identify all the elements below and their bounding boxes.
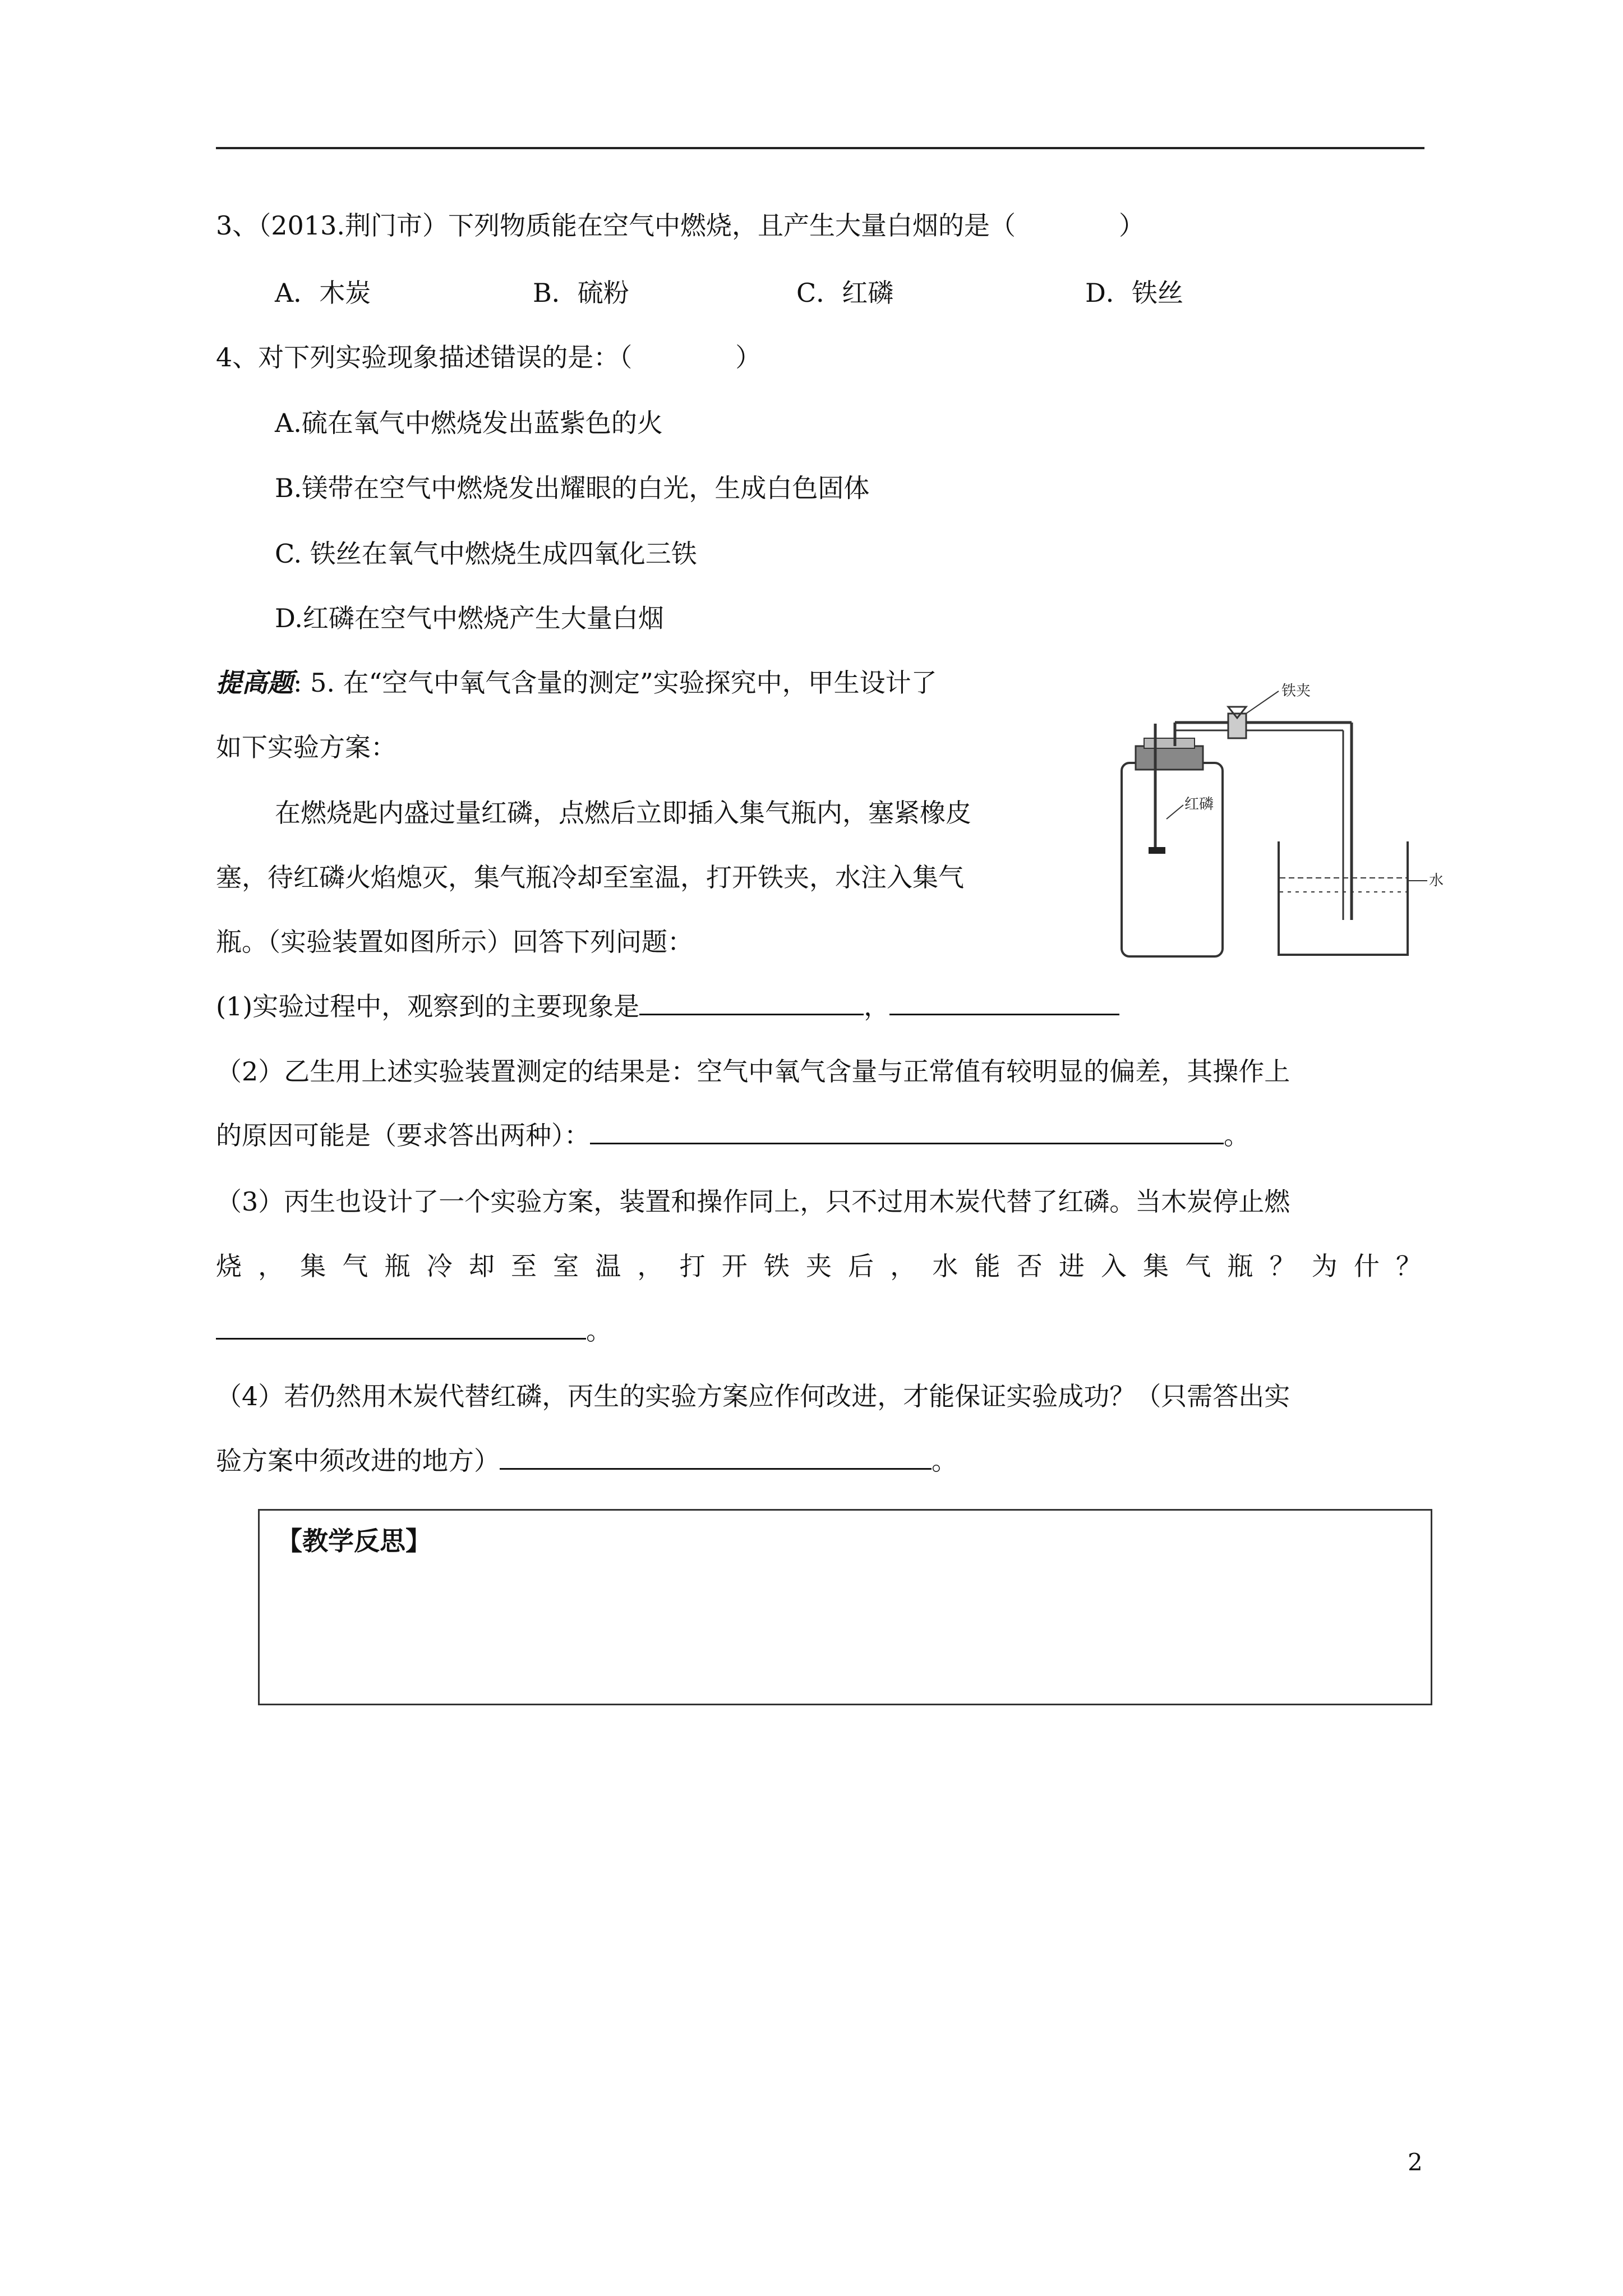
q5-sub3-line3 (216, 1313, 612, 1349)
q3-option-a: A．木炭 (275, 278, 371, 308)
q5-sub3-line2: 烧，集气瓶冷却至室温，打开铁夹后，水能否进入集气瓶？为什？ (216, 1251, 1422, 1281)
gas-collecting-bottle (1122, 763, 1223, 956)
q5-sub3-line1: （3）丙生也设计了一个实验方案，装置和操作同上，只不过用木炭代替了红磷。当木炭停止燃 (216, 1186, 1290, 1217)
q3-option-b: B．硫粉 (533, 278, 629, 308)
q5-sub2-end: 。 (1224, 1120, 1249, 1151)
apparatus-figure (1116, 679, 1447, 970)
reflection-box[interactable] (258, 1509, 1432, 1705)
q5-sub4-line1: （4）若仍然用木炭代替红磷，丙生的实验方案应作何改进，才能保证实验成功？（只需答出实 (216, 1381, 1290, 1411)
q3-option-d: D．铁丝 (1085, 278, 1183, 308)
q5-para-line3: 瓶。（实验装置如图所示）回答下列问题： (216, 927, 693, 957)
answer-blank-4[interactable] (500, 1446, 932, 1470)
q4-option-d: D.红磷在空气中燃烧产生大量白烟 (275, 603, 664, 633)
clip-label: 铁夹 (1281, 683, 1311, 700)
q5-intro-text: : 5. 在“空气中氧气含量的测定”实验探究中，甲生设计了 (293, 668, 937, 698)
q4-option-b: B.镁带在空气中燃烧发出耀眼的白光，生成白色固体 (275, 473, 870, 503)
answer-blank-1a[interactable] (639, 991, 864, 1015)
q5-intro-line1 (216, 665, 937, 701)
q3-option-c: C．红磷 (796, 278, 894, 308)
q5-sub4-line2 (216, 1443, 957, 1479)
q5-sub2-line1: （2）乙生用上述实验装置测定的结果是：空气中氧气含量与正常值有较明显的偏差，其操作上 (216, 1056, 1290, 1087)
reflection-title: 【教学反思】 (276, 1526, 431, 1556)
q5-sub2-line2 (216, 1117, 1249, 1153)
q5-sub4-text: 验方案中须改进的地方） (216, 1446, 500, 1476)
answer-blank-1b[interactable] (889, 991, 1119, 1015)
phosphorus-spoon (1149, 847, 1165, 854)
rubber-stopper (1136, 746, 1203, 770)
q5-sub1-text: (1)实验过程中，观察到的主要现象是 (216, 991, 640, 1022)
answer-blank-3[interactable] (216, 1315, 586, 1340)
q5-para-line2: 塞，待红磷火焰熄灭，集气瓶冷却至室温，打开铁夹，水注入集气 (216, 862, 964, 892)
q5-sub3-end: 。 (586, 1315, 612, 1346)
q5-sub1 (216, 988, 1119, 1024)
q5-intro-line2: 如下实验方案： (216, 732, 396, 762)
answer-blank-2[interactable] (590, 1120, 1224, 1144)
q4-stem: 4、对下列实验现象描述错误的是：（ ） (216, 342, 762, 372)
q5-sub2-text: 的原因可能是（要求答出两种）： (216, 1120, 590, 1151)
q5-sub4-end: 。 (932, 1446, 957, 1476)
water-label: 水 (1429, 872, 1444, 889)
header-rule (216, 147, 1424, 149)
q5-sub1-sep: ， (864, 991, 890, 1022)
q5-para-line1: 在燃烧匙内盛过量红磷，点燃后立即插入集气瓶内，塞紧橡皮 (275, 798, 971, 828)
q4-option-a: A.硫在氧气中燃烧发出蓝紫色的火 (275, 408, 663, 438)
q5-tag: 提高题 (216, 668, 293, 698)
q4-option-c: C. 铁丝在氧气中燃烧生成四氧化三铁 (275, 539, 697, 569)
page-number: 2 (1408, 2148, 1423, 2176)
q3-stem: 3、（2013.荆门市）下列物质能在空气中燃烧，且产生大量白烟的是（ ） (216, 210, 1145, 241)
phosphorus-label: 红磷 (1184, 796, 1214, 813)
